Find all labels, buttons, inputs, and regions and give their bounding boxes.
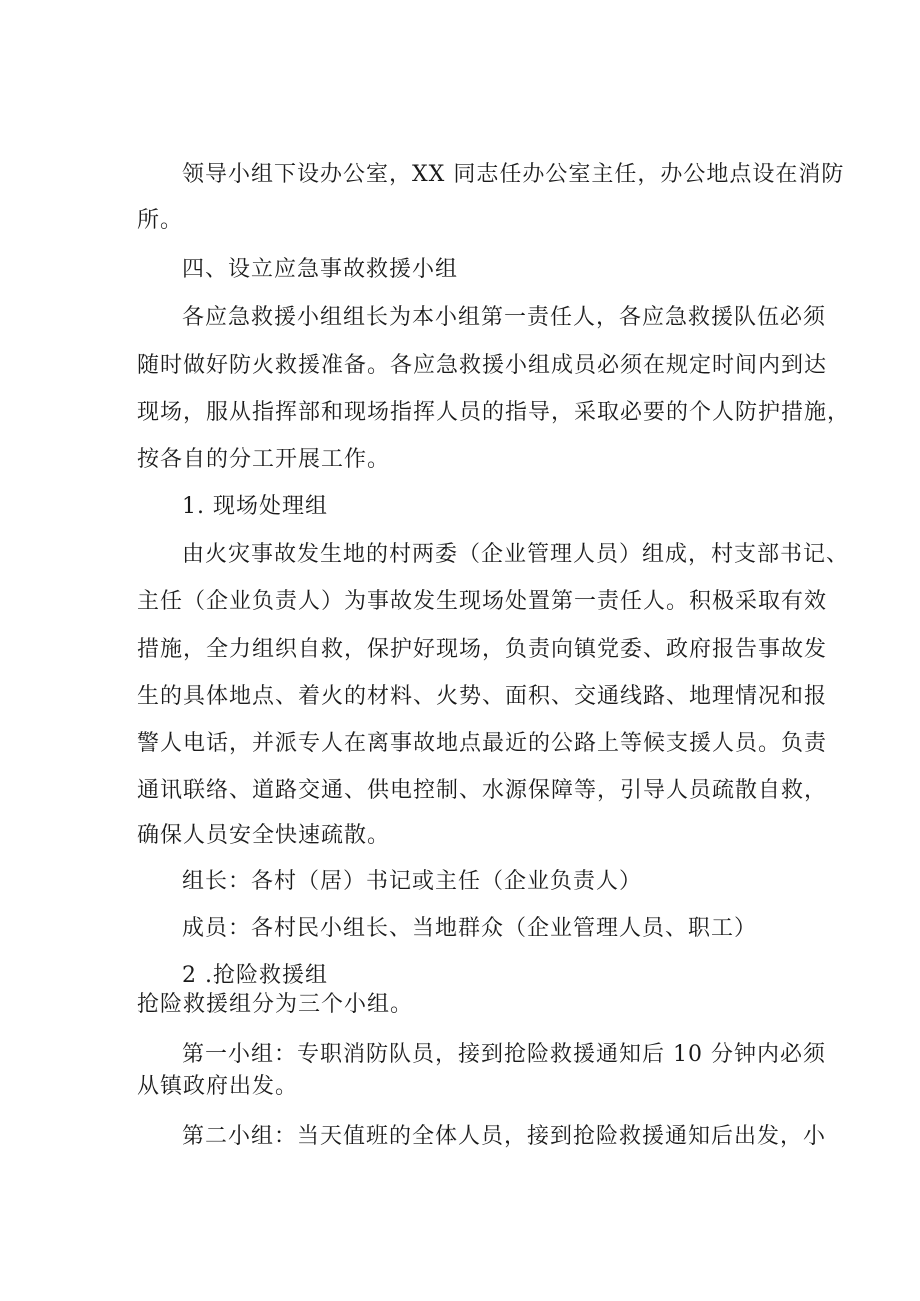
section-heading-4: 四、设立应急事故救援小组 <box>182 257 459 282</box>
paragraph-groups-line-3: 现场，服从指挥部和现场指挥人员的指导，采取必要的个人防护措施， <box>137 400 851 425</box>
paragraph-group2-line-1: 第二小组：当天值班的全体人员，接到抢险救援通知后出发，小 <box>182 1124 827 1149</box>
paragraph-groups-line-1: 各应急救援小组组长为本小组第一责任人，各应急救援队伍必须 <box>182 305 827 330</box>
paragraph-site-line-3: 措施，全力组织自救，保护好现场，负责向镇党委、政府报告事故发 <box>137 637 828 662</box>
subheading-2: 2 .抢险救援组 <box>182 963 328 988</box>
paragraph-site-line-7: 确保人员安全快速疏散。 <box>137 823 391 848</box>
paragraph-site-line-1: 由火灾事故发生地的村两委（企业管理人员）组成，村支部书记、 <box>182 542 850 567</box>
paragraph-office-line-1: 领导小组下设办公室，XX 同志任办公室主任，办公地点设在消防 <box>182 162 845 187</box>
leader-line: 组长：各村（居）书记或主任（企业负责人） <box>182 869 643 894</box>
paragraph-site-line-6: 通讯联络、道路交通、供电控制、水源保障等，引导人员疏散自救， <box>137 778 828 803</box>
subheading-1: 1. 现场处理组 <box>182 494 328 519</box>
paragraph-site-line-4: 生的具体地点、着火的材料、火势、面积、交通线路、地理情况和报 <box>137 684 828 709</box>
members-line: 成员：各村民小组长、当地群众（企业管理人员、职工） <box>182 916 758 941</box>
paragraph-group1-line-1: 第一小组：专职消防队员，接到抢险救援通知后 10 分钟内必须 <box>182 1042 826 1067</box>
paragraph-site-line-5: 警人电话，并派专人在离事故地点最近的公路上等候支援人员。负责 <box>137 731 828 756</box>
paragraph-site-line-2: 主任（企业负责人）为事故发生现场处置第一责任人。积极采取有效 <box>137 589 828 614</box>
rescue-intro-line: 抢险救援组分为三个小组。 <box>137 992 414 1017</box>
paragraph-groups-line-4: 按各自的分工开展工作。 <box>137 447 391 472</box>
paragraph-groups-line-2: 随时做好防火救援准备。各应急救援小组成员必须在规定时间内到达 <box>137 353 828 378</box>
paragraph-office-line-2: 所。 <box>137 208 184 233</box>
paragraph-group1-line-2: 从镇政府出发。 <box>137 1074 299 1099</box>
